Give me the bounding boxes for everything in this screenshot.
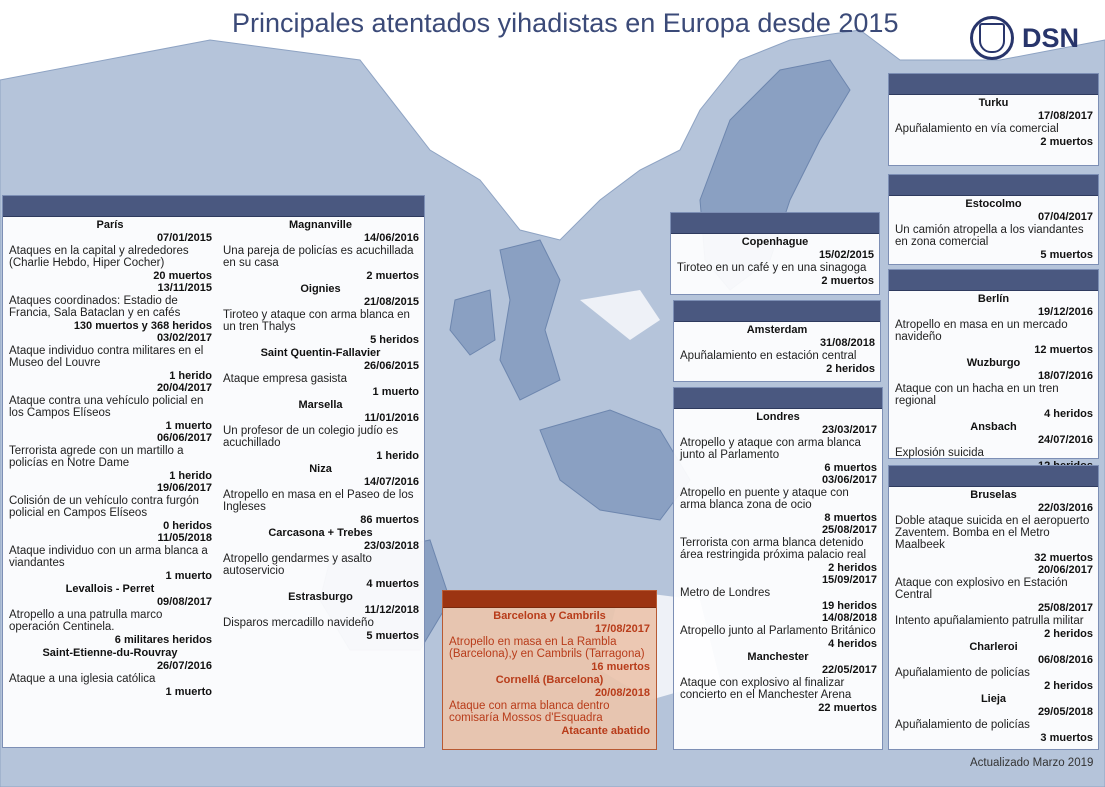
attack-description: Intento apuñalamiento patrulla militar <box>895 615 1084 627</box>
casualty-count: 2 muertos <box>1040 136 1093 148</box>
attack-description: Ataques coordinados: Estadio de Francia, Sala Bataclan y en cafés <box>9 295 181 319</box>
panel-header <box>443 591 656 608</box>
attack-description: Ataque a una iglesia católica <box>9 673 156 685</box>
casualty-count: 32 muertos <box>1034 552 1093 564</box>
attack-entry <box>3 532 217 582</box>
casualty-count: 1 muerto <box>372 386 419 398</box>
attack-date: 20/06/2017 <box>1037 564 1093 576</box>
city-name: Charleroi <box>969 641 1018 653</box>
attack-date: 24/07/2016 <box>1037 434 1093 446</box>
attack-description: Ataque con explosivo al finalizar concierto en el Manchester Arena <box>680 677 852 701</box>
turku-column <box>889 96 1098 148</box>
attack-entry <box>217 476 424 526</box>
attack-date: 15/02/2015 <box>818 249 874 261</box>
casualty-count: 20 muertos <box>153 270 212 282</box>
casualty-count: 2 muertos <box>821 275 874 287</box>
attack-description: Atropello gendarmes y asalto autoservicio <box>223 553 372 577</box>
attack-description: Tiroteo en un café y en una sinagoga <box>677 262 867 274</box>
city-name: Estrasburgo <box>288 591 353 603</box>
panel-header <box>889 175 1098 196</box>
city-name: París <box>96 219 124 231</box>
casualty-count: 6 muertos <box>824 462 877 474</box>
seal-icon <box>970 16 1014 60</box>
attack-description: Ataque empresa gasista <box>223 373 348 385</box>
city-name: Magnanville <box>289 219 352 231</box>
attack-entry <box>3 282 217 332</box>
attack-entry <box>889 110 1098 148</box>
copenhague-column <box>671 235 879 287</box>
attack-description: Atropello en masa en un mercado navideño <box>895 319 1068 343</box>
attack-entry <box>217 296 424 346</box>
city-group <box>889 96 1098 148</box>
attack-date: 11/05/2018 <box>157 532 212 544</box>
attack-entry <box>674 524 882 574</box>
casualty-count: 2 heridos <box>1044 628 1093 640</box>
attack-entry <box>3 596 217 646</box>
city-group <box>217 462 424 526</box>
france-right-column <box>217 218 424 642</box>
attack-description: Colisión de un vehículo contra furgón policial en Campos Elíseos <box>9 495 199 519</box>
attack-entry <box>674 337 880 375</box>
panel-spain <box>442 590 657 750</box>
city-group <box>3 582 217 646</box>
belgium-column <box>889 488 1098 744</box>
amsterdam-column <box>674 323 880 375</box>
casualty-count: 2 heridos <box>828 562 877 574</box>
attack-entry <box>889 370 1098 420</box>
attack-description: Tiroteo y ataque con arma blanca en un tren Thalys <box>223 309 410 333</box>
attack-date: 11/12/2018 <box>364 604 419 616</box>
attack-entry <box>889 564 1098 601</box>
attack-entry <box>674 574 882 612</box>
attack-entry <box>3 432 217 482</box>
city-group <box>443 673 656 737</box>
attack-date: 20/08/2018 <box>594 687 650 699</box>
city-group <box>217 526 424 590</box>
city-name: Ansbach <box>970 421 1017 433</box>
panel-estocolmo <box>888 174 1099 265</box>
attack-entry <box>889 602 1098 640</box>
city-name: Bruselas <box>970 489 1017 501</box>
city-name: Copenhague <box>741 236 809 248</box>
attack-date: 23/03/2017 <box>821 424 877 436</box>
attack-entry <box>3 232 217 282</box>
dsn-logo <box>970 14 1096 62</box>
city-group <box>217 590 424 642</box>
attack-entry <box>443 687 656 737</box>
panel-copenhague <box>670 212 880 295</box>
attack-entry <box>217 604 424 642</box>
casualty-count: 1 muerto <box>165 570 212 582</box>
attack-date: 09/08/2017 <box>156 596 212 608</box>
france-left-column <box>3 218 217 698</box>
panel-header <box>674 388 882 409</box>
attack-entry <box>217 232 424 282</box>
casualty-count: 5 muertos <box>1040 249 1093 261</box>
attack-date: 22/03/2016 <box>1037 502 1093 514</box>
attack-description: Una pareja de policías es acuchillada en su casa <box>223 245 414 269</box>
casualty-count: 130 muertos y 368 heridos <box>73 320 212 332</box>
casualty-count: 5 heridos <box>370 334 419 346</box>
casualty-count: 86 muertos <box>360 514 419 526</box>
attack-entry <box>3 332 217 382</box>
attack-entry <box>889 502 1098 564</box>
attack-description: Metro de Londres <box>680 587 771 599</box>
casualty-count: 22 muertos <box>818 702 877 714</box>
casualty-count: 1 herido <box>169 370 212 382</box>
attack-description: Apuñalamiento de policías <box>895 667 1030 679</box>
attack-date: 26/07/2016 <box>156 660 212 672</box>
city-name: Barcelona y Cambrils <box>493 610 606 622</box>
casualty-count: 1 herido <box>376 450 419 462</box>
attack-entry <box>674 474 882 524</box>
casualty-count: 1 herido <box>169 470 212 482</box>
attack-description: Disparos mercadillo navideño <box>223 617 374 629</box>
city-group <box>889 692 1098 744</box>
city-name: Manchester <box>747 651 809 663</box>
attack-date: 25/08/2017 <box>821 524 877 536</box>
attack-description: Atropello en masa en el Paseo de los Ingleses <box>223 489 414 513</box>
panel-header <box>889 270 1098 291</box>
uk-column <box>674 410 882 714</box>
attack-description: Atropello en puente y ataque con arma blanca zona de ocio <box>680 487 849 511</box>
casualty-count: 16 muertos <box>591 661 650 673</box>
attack-date: 17/08/2017 <box>594 623 650 635</box>
city-name: Marsella <box>298 399 343 411</box>
casualty-count: Atacante abatido <box>561 725 650 737</box>
attack-description: Un profesor de un colegio judío es acuchillado <box>223 425 399 449</box>
city-group <box>674 323 880 375</box>
panel-header <box>889 466 1098 487</box>
casualty-count: 2 heridos <box>826 363 875 375</box>
attack-date: 11/01/2016 <box>364 412 419 424</box>
city-name: Lieja <box>980 693 1007 705</box>
city-group <box>671 235 879 287</box>
attack-description: Doble ataque suicida en el aeropuerto Zaventem. Bomba en el Metro Maalbeek <box>895 515 1090 551</box>
city-name: Levallois - Perret <box>65 583 155 595</box>
attack-date: 29/05/2018 <box>1037 706 1093 718</box>
city-group <box>217 218 424 282</box>
panel-germany <box>888 269 1099 459</box>
casualty-count: 2 muertos <box>366 270 419 282</box>
city-name: Berlín <box>977 293 1010 305</box>
attack-entry <box>217 360 424 398</box>
attack-date: 15/09/2017 <box>821 574 877 586</box>
attack-description: Ataque contra una vehículo policial en los Campos Elíseos <box>9 395 204 419</box>
attack-description: Atropello y ataque con arma blanca junto al Parlamento <box>680 437 861 461</box>
attack-entry <box>889 211 1098 261</box>
germany-column <box>889 292 1098 472</box>
attack-description: Ataque individuo contra militares en el Museo del Louvre <box>9 345 204 369</box>
page-title: Principales atentados yihadistas en Europa desde 2015 <box>232 8 899 38</box>
attack-date: 31/08/2018 <box>819 337 875 349</box>
attack-entry <box>217 540 424 590</box>
attack-date: 26/06/2015 <box>363 360 419 372</box>
city-name: Niza <box>309 463 332 475</box>
casualty-count: 4 heridos <box>828 638 877 650</box>
panel-amsterdam <box>673 300 881 382</box>
attack-description: Terrorista agrede con un martillo a policías en Notre Dame <box>9 445 184 469</box>
city-name: Saint-Etienne-du-Rouvray <box>42 647 178 659</box>
attack-date: 14/06/2016 <box>363 232 419 244</box>
city-name: Carcasona + Trebes <box>268 527 373 539</box>
attack-date: 14/07/2016 <box>363 476 419 488</box>
casualty-count: 8 muertos <box>824 512 877 524</box>
attack-date: 03/06/2017 <box>821 474 877 486</box>
panel-turku <box>888 73 1099 166</box>
attack-entry <box>3 482 217 532</box>
attack-date: 21/08/2015 <box>363 296 419 308</box>
spain-column <box>443 609 656 737</box>
attack-date: 06/06/2017 <box>156 432 212 444</box>
city-name: Estocolmo <box>965 198 1022 210</box>
city-name: Oignies <box>300 283 341 295</box>
attack-entry <box>889 306 1098 356</box>
city-group <box>217 398 424 462</box>
city-group <box>217 282 424 346</box>
attack-entry <box>217 412 424 462</box>
attack-date: 19/12/2016 <box>1037 306 1093 318</box>
logo-text: DSN <box>1022 22 1080 53</box>
city-group <box>217 346 424 398</box>
casualty-count: 12 muertos <box>1034 344 1093 356</box>
casualty-count: 2 heridos <box>1044 680 1093 692</box>
panel-header <box>3 196 424 217</box>
attack-description: Un camión atropella a los viandantes en zona comercial <box>895 224 1084 248</box>
attack-description: Ataque individuo con un arma blanca a viandantes <box>9 545 208 569</box>
attack-date: 03/02/2017 <box>156 332 212 344</box>
panel-france <box>2 195 425 748</box>
city-group <box>3 218 217 582</box>
attack-entry <box>3 660 217 698</box>
attack-date: 07/01/2015 <box>156 232 212 244</box>
casualty-count: 1 muerto <box>165 686 212 698</box>
attack-date: 14/08/2018 <box>821 612 877 624</box>
city-group <box>674 410 882 650</box>
city-name: Turku <box>978 97 1009 109</box>
estocolmo-column <box>889 197 1098 261</box>
city-name: Cornellá (Barcelona) <box>495 674 604 686</box>
attack-entry <box>674 424 882 474</box>
panel-belgium <box>888 465 1099 750</box>
casualty-count: 4 muertos <box>366 578 419 590</box>
casualty-count: 3 muertos <box>1040 732 1093 744</box>
city-name: Londres <box>756 411 800 423</box>
attack-date: 25/08/2017 <box>1037 602 1093 614</box>
casualty-count: 4 heridos <box>1044 408 1093 420</box>
attack-entry <box>671 249 879 287</box>
city-group <box>889 488 1098 640</box>
attack-date: 22/05/2017 <box>821 664 877 676</box>
attack-description: Apuñalamiento en estación central <box>680 350 857 362</box>
attack-entry <box>3 382 217 432</box>
casualty-count: 1 muerto <box>165 420 212 432</box>
attack-description: Ataque con un hacha en un tren regional <box>895 383 1059 407</box>
city-group <box>674 650 882 714</box>
city-group <box>443 609 656 673</box>
attack-date: 18/07/2016 <box>1037 370 1093 382</box>
panel-uk <box>673 387 883 750</box>
panel-header <box>671 213 879 234</box>
panel-header <box>674 301 880 322</box>
attack-date: 13/11/2015 <box>157 282 212 294</box>
attack-description: Ataque con explosivo en Estación Central <box>895 577 1068 601</box>
attack-date: 06/08/2016 <box>1037 654 1093 666</box>
attack-description: Terrorista con arma blanca detenido área restringida próxima palacio real <box>680 537 867 561</box>
city-group <box>889 640 1098 692</box>
casualty-count: 6 militares heridos <box>114 634 212 646</box>
attack-description: Atropello a una patrulla marco operación Centinela. <box>9 609 163 633</box>
attack-entry <box>889 706 1098 744</box>
city-name: Saint Quentin-Fallavier <box>260 347 381 359</box>
attack-description: Atropello en masa en La Rambla (Barcelona),y en Cambrils (Tarragona) <box>449 636 645 660</box>
attack-description: Atropello junto al Parlamento Británico <box>680 625 876 637</box>
city-group <box>889 197 1098 261</box>
attack-entry <box>889 654 1098 692</box>
attack-description: Explosión suicida <box>895 447 984 459</box>
attack-date: 17/08/2017 <box>1037 110 1093 122</box>
attack-entry <box>674 612 882 650</box>
footer-updated: Actualizado Marzo 2019 <box>970 757 1094 769</box>
city-name: Amsterdam <box>746 324 808 336</box>
casualty-count: 19 heridos <box>821 600 877 612</box>
attack-date: 23/03/2018 <box>363 540 419 552</box>
casualty-count: 5 muertos <box>366 630 419 642</box>
city-group <box>889 292 1098 356</box>
attack-entry <box>443 623 656 673</box>
attack-description: Apuñalamiento de policías <box>895 719 1030 731</box>
attack-date: 19/06/2017 <box>156 482 212 494</box>
attack-description: Ataques en la capital y alrededores (Charlie Hebdo, Hiper Cocher) <box>9 245 189 269</box>
city-group <box>3 646 217 698</box>
city-name: Wuzburgo <box>966 357 1021 369</box>
attack-description: Ataque con arma blanca dentro comisaría Mossos d'Esquadra <box>449 700 610 724</box>
panel-header <box>889 74 1098 95</box>
attack-date: 20/04/2017 <box>156 382 212 394</box>
city-group <box>889 356 1098 420</box>
attack-description: Apuñalamiento en vía comercial <box>895 123 1059 135</box>
attack-date: 07/04/2017 <box>1037 211 1093 223</box>
attack-entry <box>674 664 882 714</box>
casualty-count: 0 heridos <box>163 520 212 532</box>
